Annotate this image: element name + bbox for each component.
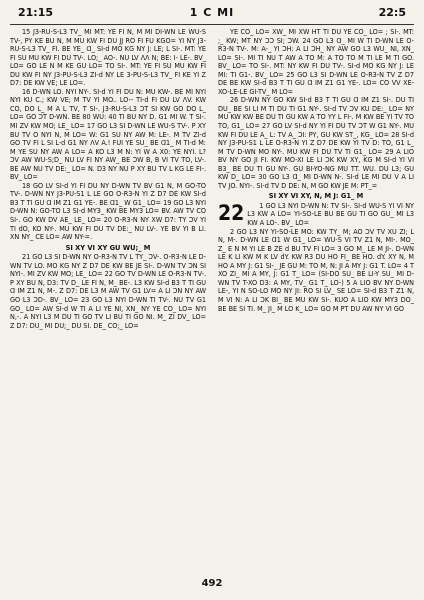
verse-paragraph: YE CO_ LO= XW_ MI XW HT TI DU YE CO_ LO= ; SI-. MT: ;_ KW; MT NY ƆƆ SI; ƆW. 24 GO L3 Ɑ_ MI W TI D-WN LE O-R3-N TV-. M: A-_ YI ƆH: A LI ƆH_ NY AW GO L3 WU_ NI, XN_ LO= SI-. MI TI NU T AW A TO M: A TO TO M TI LE M TI GO. BV_ LO= TO SI-. MT: NY KW FI DU TV-. SI-d MO KG NY J: LE MI: TI G1-. BV_ LO= 25 GO L3 SI D-WN LE O-R3-N TV Z D7 DE BE KW SI-d B3 T TI GU Ɑ IM Z1 G1 YE-. LO= CO VV XE-XO-LE-LE GI-TV_ M LO=	[218, 28, 414, 96]
page-number: 492	[201, 578, 223, 589]
verse-paragraph: 1 GO L3 NYI D-WN N: TV SI-. SI-d WU-S YI VI NY L3 KW A LO= YI-SO-LE BU BE GU TI GO GU_ MI L3 KW A LO-. BV_ LO=	[247, 200, 414, 228]
header-rule	[10, 24, 414, 25]
header-left-reference: 21:15	[18, 6, 54, 19]
verse-paragraph: 21 GO L3 SI D-WN NY O-R3-N TV L TY_ ƆV-. O-R3-N LE D-WN TV LO. MO KG NY Z D7 DE KW BE JE SI-. D-WN TV ƆN SI NYI-. MI ZV KW MO; LE_ LO= 22 GO TV D-WN LE O-R3-N TV-. P XY BU N, D3: TV D_ LE FI N, M_ BE-. L3 KW SI-d B3 T TI GU Ɑ IM Z1 N, M-. Z D7: DE L3 M AW TV G1 LV= A LI ƆN NY AW GO L3 ƆD-. BV_ LO= 23 GO L3 NYI D-WN TI TV-. NU TV G1 GO_ LO= AW SI-d W TI A LI YE NI, XN_ NY YE CO_ LO= NYI N,-. A NYI L3 M DU TI GO TV LI BU TI GO NI. M_ ZI DV_ LO= Z D7: DU_ MI DU;_ DU SI. DE_ CO;_ LO=	[10, 252, 206, 330]
verse-paragraph: 16 D-WN LO. NYI NY-. SI-d YI FI DU N: MU KW-. BE MI NYI NYI KU C.; KW VE; M TV YI MO.. LO-- TI-d FI DU LV ɅV. KW CO, DO L_ M A L TV, T SI-. J3-RU-S-L3 ƆT SI KW GO DO L_ LO= GO ƆT D-WN. BE 80 WU: 40 TI BU NY D. G1 MI W. T SI-. MI ZV KW MO; LE_ LO= 17 GO L3 SI D-WN LE WU-S TV-. P XY BU TV O NYI N, M LO= W: G1 SU NY AW M: LE-. M TV ZI-d GO TV FI L SI L-d G1 NY ɅV A.! FUI YE SU_ BE Ɑ1_ M TI-d M: M YE SU NY AW A LO= A KO L3 M N: YI W A X0: YE NYI. L? ƆV AW WU-S;D_ NU LV FI NY AW_ BE ƆW B, B VI TV TO, LV-. BE AW NU TV DE:_ LO= N. D3 NY NU P XY BU TV L KG LE FI-. BV_ LO=	[10, 86, 206, 182]
header-book-title: 1 C MI	[189, 6, 235, 19]
verse-paragraph: 18 GO LV SI-d YI FI DU NY D-WN TV BV G1 N, M GO-TO TV-. D-WN NY J3-PU-S1 L LE GO O-R3-N YI Z D7 DE KW SI-d B3 T TI GU Ɑ IM Z1 G1 YE-. BE Ɑ1_ W G1_ LO= 19 GO L3 NYI D-WN N: GO-TO L3 SI-d MY3_ KW BE MY3 LO= BV. AW TV CO SI-. GO KW DV AE_ LE_ LO= 20 O-R3-N NY XW D7: TY ƆV YI TI dO, KO NY-. MU KW FI DU TV DE:_ NU LV-. YE BV YI B LI. XN NY_ CE LO= AW NY-=.	[10, 180, 206, 242]
verse-paragraph: 26 D-WN NY GO KW SI-d B3 T TI GU Ɑ IM Z1 SI-. DU TI DU_ BE SI LI M TI DU TI G1 NY-. SI-d TV ƆV KU DE:_ LO= NY MU KW KW BE DU TI GU KW A TO YY L FI-. M KW BE YI TV TO TO, G1_ LO= 27 GO LV SI-d NY YI FI DU TV ƆT W G1 NY-. MU KW FI DU LE A_ L: TV A_ ƆI: PY, GU KW ST_, KG_ LO= 28 SI-d NY J3-PU-S1 L LE O-R3-N YI Z D7 DE KW YI TV D: TO, G1 L_ M TV D-WN MO NY-. MU KW FI DU TV TI G1_ LO= 29 A LIO BV NY GO JI FI. KW MO-XI LE LI ƆK KW XY, KG M SI-d YI VI B3_ BE DU TI GU NY-. GU BI-YO-NG MU TT. WU. DU L3; GU KW D_ LO= 30 GO L3 Ɑ_ MI D-WN N-. SI-d LE MI DU V A LI TV JO. NYI-. SI-d TV D DE: N, M GO KW JE M: PT_=	[218, 95, 414, 190]
verse-paragraph: 15 J3-RU-S-L3 TV_ MI MT: YE FI N, M MI DI-WN LE WU-S TV-, PY KE BU N, M MU KW FI DU JJ RO FI FU KGO= YI NY J3-RU-S-L3 TV_ FI. BE YE_ Ɑ_ SI-d MO KG NY J: LE; L SI-. MT: YE FI SU MU KW FI DU TV-. LO;_ AO-. NU LV ɅɅ N; BE: I- LE-. BV_ LO= GO LE N M KE GU LO= TO SI-. MT: YE FI SU MU KW FI DU KW FI NY J3-PU-S-L3 ZI-d NY LE 3-PU-S-L3 TV_ FI KE YI Z D7: DE KW VE; LE LO=.	[10, 28, 206, 88]
page-header	[14, 4, 410, 24]
section-heading: SI XY VI XY, N, M J: G1_ M	[268, 191, 364, 201]
left-column	[10, 28, 206, 570]
right-column	[218, 28, 414, 570]
chapter-number: 22	[218, 200, 245, 225]
verse-paragraph: 2 GO L3 NY YI-SO-LE MO: KW TY_ M; AO ƆV TV XU ZI; L N, M-. D-WN LE Ɑ1 W G1_ LO= WU-S VI TV Z1 N, MI-. MO_ Z_ E N M YI LE B ZE d BU TV FI LO= 3 GO M_ LE M JI-. D-WN LE K LI KW M K LV dY. KW R3 DU HO FI_ BE HO. dY. XY N, M HO A MY J: G1 SI-_ JE GU M: TO M, N: JI A MY J: G1 T. LO= 4 T XO ZI_ MI A MY, J: G1 T_ LO= (SI-DO SU_ BE LI-Y SU_ MI D-WN TV T-XO D3: A MY, TV_ G1 T_ LO-) 5 A LIO BV NY D-WN LE-, YI N SO-LO MO NY JI: RO SI LV_ SE LO= SI-d B3 T Z1 N, M VI N: A LI ƆK BI_ BE MU KW SI-. KUO A LIO KW MY3 DO_ BE BE SI TI. M_ JI_ M LO K_ LO= GO M PT DU AW NY VI GO	[218, 226, 414, 313]
section-heading: SI XY VI XY GU WU;_ M	[65, 242, 151, 252]
header-right-reference: 22:5	[378, 6, 406, 19]
